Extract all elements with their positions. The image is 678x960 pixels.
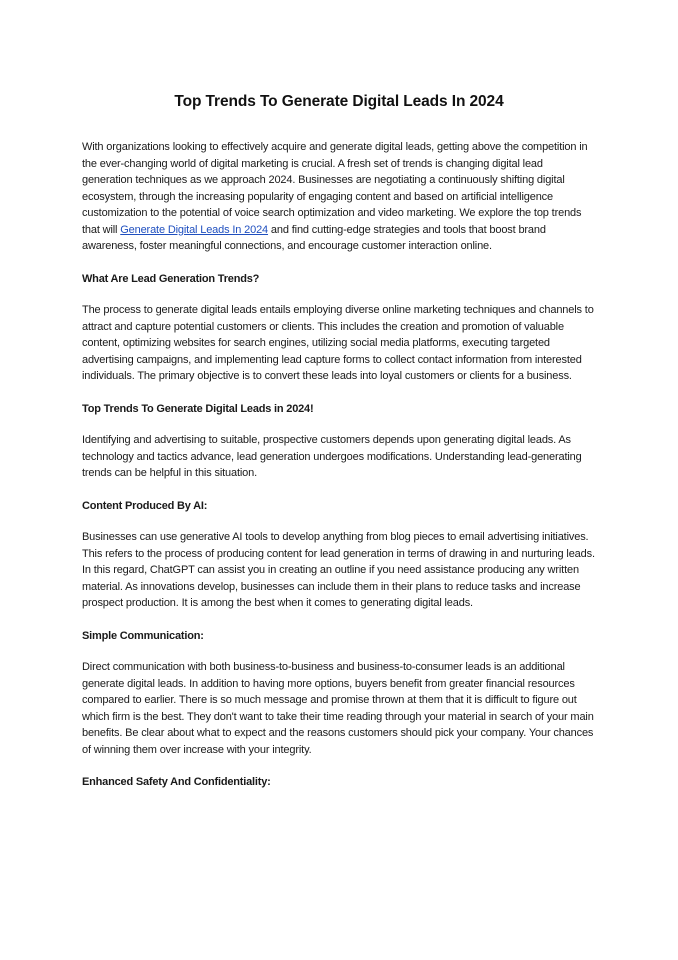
section-heading-lead-generation-trends: What Are Lead Generation Trends? [82,272,260,285]
section-heading-top-trends: Top Trends To Generate Digital Leads in 2024! [82,402,314,415]
intro-paragraph [82,139,596,255]
page-title: Top Trends To Generate Digital Leads In 2024 [174,93,504,111]
document-body [82,139,596,791]
intro-text-after-link: and find cutting-edge strategies and tools that boost brand awareness, foster meaningful connections, and encourage customer interaction online. [82,223,546,252]
section-body-top-trends: Identifying and advertising to suitable, prospective customers depends upon generating digital leads. As technology and tactics advance, lead generation undergoes modifications. Understanding lead-generating trends can be helpful in this situation. [82,434,582,479]
generate-digital-leads-link[interactable]: Generate Digital Leads In 2024 [120,223,269,236]
intro-text-before-link: With organizations looking to effectively acquire and generate digital leads, getting above the competition in the ever-changing world of digital marketing is crucial. A fresh set of trends is changing digital lead generation techniques as we approach 2024. Businesses are negotiating a continuously shifting digital ecosystem, through the increasing popularity of engaging content and based on artificial intelligence customization to the potential of voice search optimization and video marketing. We explore the top trends that will [82,141,588,236]
section-body-ai-content: Businesses can use generative AI tools to develop anything from blog pieces to email advertising initiatives. This refers to the process of producing content for lead generation in terms of drawing in and nurturing leads. In this regard, ChatGPT can assist you in creating an outline if you need assistance producing any written material. As innovations develop, businesses can include them in their plans to reduce tasks and increase prospect production. It is among the best when it comes to generating digital leads. [82,531,595,609]
section-heading-simple-communication: Simple Communication: [82,629,204,642]
section-body-lead-generation-trends: The process to generate digital leads entails employing diverse online marketing techniques and channels to attract and capture potential customers or clients. This includes the creation and promotion of valuable content, optimizing websites for search engines, utilizing social media platforms, executing targeted advertising campaigns, and implementing lead capture forms to collect contact information from interested individuals. The primary objective is to convert these leads into loyal customers or clients for a business. [82,304,594,382]
section-heading-safety-confidentiality: Enhanced Safety And Confidentiality: [82,776,271,788]
section-heading-ai-content: Content Produced By AI: [82,499,208,512]
section-body-simple-communication: Direct communication with both business-to-business and business-to-consumer leads is an additional generate digital leads. In addition to having more options, buyers benefit from greater financial resources compared to earlier. There is so much message and promise thrown at them that it is difficult to figure out which firm is the best. They don't want to take their time reading through your material in search of your main benefits. Be clear about what to expect and the reasons customers should pick your company. Your chances of winning them over increase with your integrity. [82,661,594,756]
